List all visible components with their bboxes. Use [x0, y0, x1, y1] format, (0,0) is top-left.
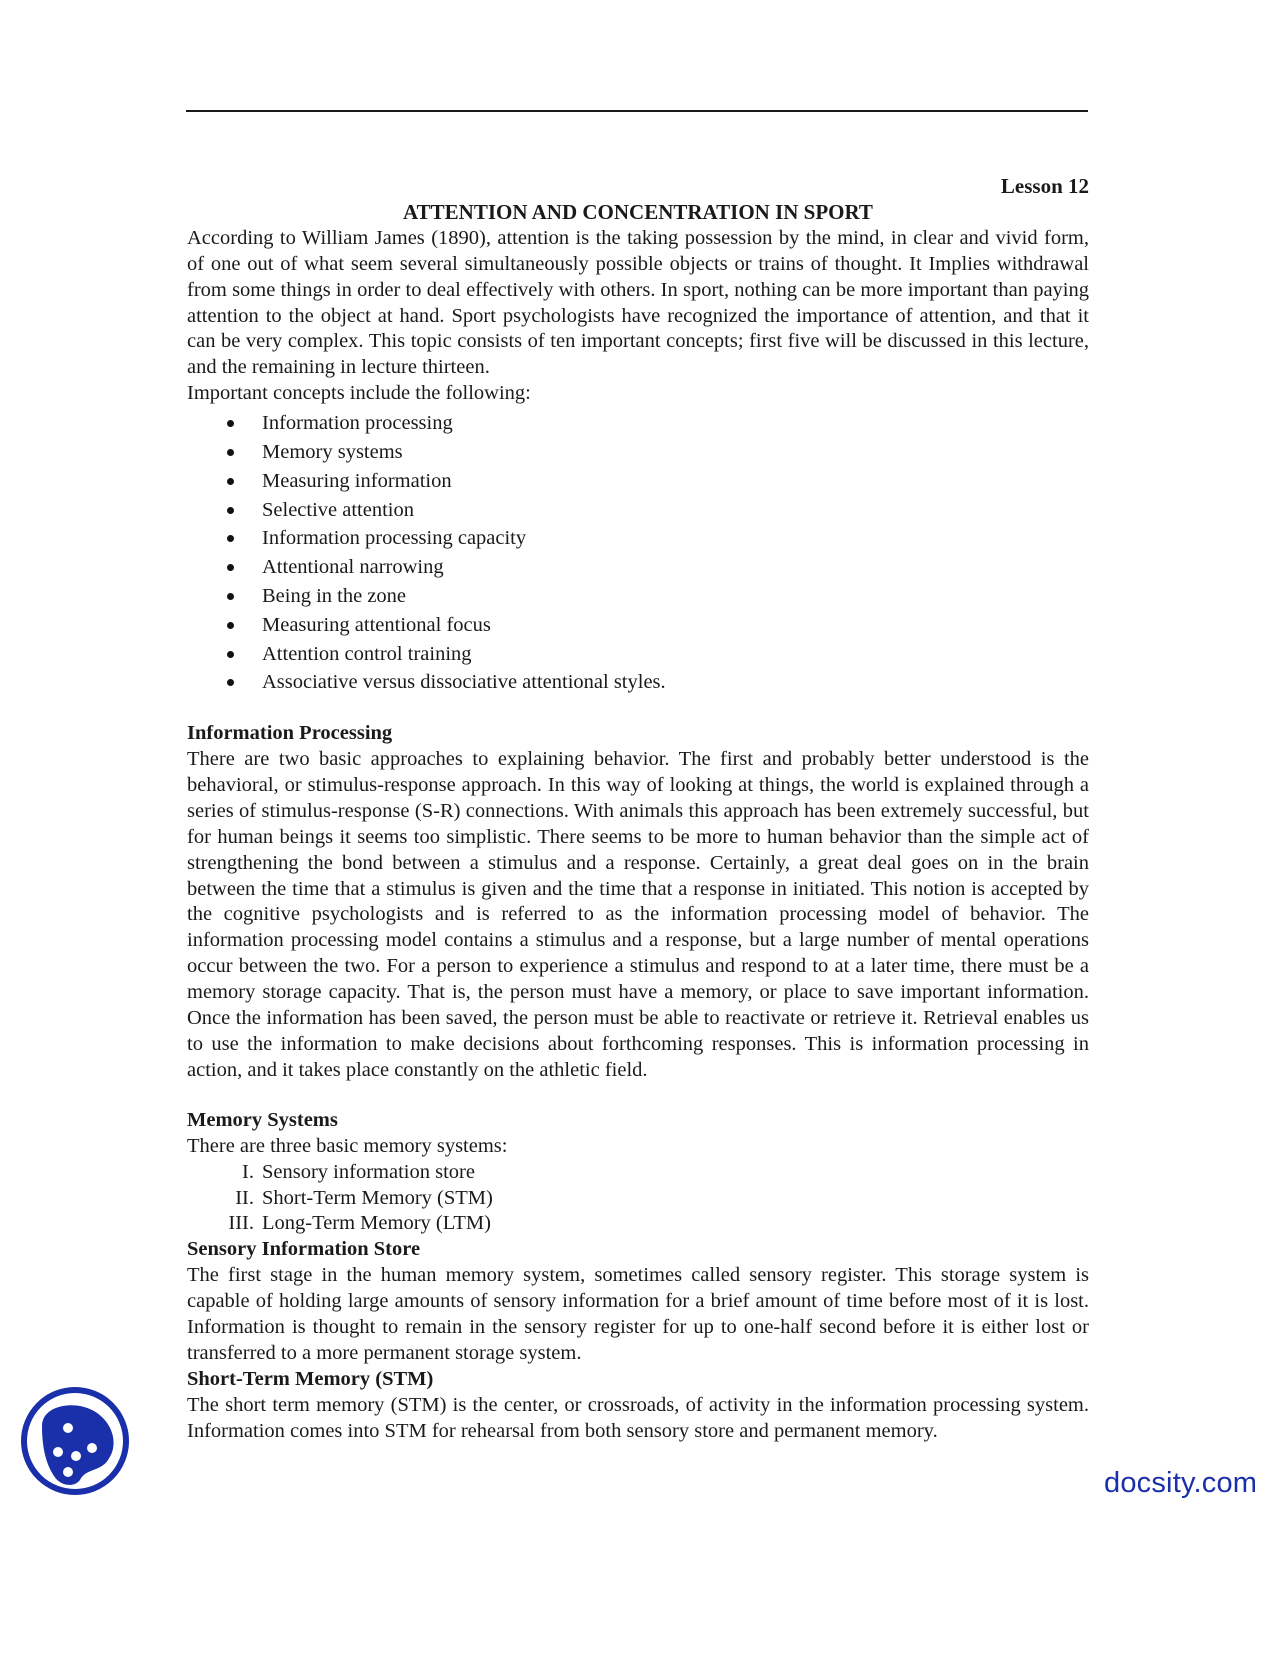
- list-item-number: II.: [235, 1186, 254, 1209]
- list-item: [187, 1186, 1089, 1212]
- concepts-list: [187, 409, 1089, 697]
- list-item: Selective attention: [187, 496, 1089, 525]
- section-spacer: [187, 1084, 1089, 1108]
- list-item: [187, 1160, 1089, 1186]
- list-item: Attention control training: [187, 640, 1089, 669]
- list-item: Associative versus dissociative attentional styles.: [187, 668, 1089, 697]
- list-item-number: I.: [242, 1160, 254, 1183]
- docsity-logo-icon[interactable]: [20, 1386, 130, 1496]
- memory-systems-list: [187, 1160, 1089, 1238]
- section-heading-memory-systems: Memory Systems: [187, 1108, 338, 1131]
- list-item: Attentional narrowing: [187, 553, 1089, 582]
- list-item-number: III.: [228, 1212, 254, 1235]
- list-item: Information processing capacity: [187, 524, 1089, 553]
- list-item: Measuring information: [187, 467, 1089, 496]
- list-item: Being in the zone: [187, 582, 1089, 611]
- list-item-label: Sensory information store: [262, 1160, 475, 1183]
- sensory-store-paragraph: The first stage in the human memory system, sometimes called sensory register. This storage system is capable of holding large amounts of sensory information for a brief amount of time before most of it is lost. Information is thought to remain in the sensory register for up to one-half second before it is either lost or transferred to a more permanent storage system.: [187, 1264, 1089, 1364]
- concepts-lead: Important concepts include the following:: [187, 382, 531, 405]
- page-title: ATTENTION AND CONCENTRATION IN SPORT: [403, 199, 873, 224]
- section-heading-information-processing: Information Processing: [187, 722, 393, 745]
- document-body: [187, 174, 1089, 1445]
- list-item-label: Short-Term Memory (STM): [262, 1186, 493, 1209]
- list-item: Information processing: [187, 409, 1089, 438]
- docsity-brand-link[interactable]: docsity.com: [1104, 1467, 1258, 1499]
- section-spacer: [187, 697, 1089, 721]
- list-item-label: Long-Term Memory (LTM): [262, 1212, 491, 1235]
- list-item: Memory systems: [187, 438, 1089, 467]
- list-item: Measuring attentional focus: [187, 611, 1089, 640]
- section-heading-stm: Short-Term Memory (STM): [187, 1367, 434, 1390]
- section-heading-sensory-store: Sensory Information Store: [187, 1238, 421, 1261]
- memory-systems-lead: There are three basic memory systems:: [187, 1134, 508, 1157]
- list-item: [187, 1211, 1089, 1237]
- intro-paragraph: According to William James (1890), attention is the taking possession by the mind, in clear and vivid form, of one out of what seem several simultaneously possible objects or trains of thought. It Implies withdrawal from some things in order to deal effectively with others. In sport, nothing can be more important than paying attention to the object at hand. Sport psychologists have recognized the importance of attention, and that it can be very complex. This topic consists of ten important concepts; first five will be discussed in this lecture, and the remaining in lecture thirteen.: [187, 226, 1089, 379]
- stm-paragraph: The short term memory (STM) is the center, or crossroads, of activity in the information processing system. Information comes into STM for rehearsal from both sensory store and permanent memory.: [187, 1393, 1089, 1442]
- top-rule: [186, 110, 1088, 112]
- lesson-number: Lesson 12: [1000, 174, 1089, 198]
- information-processing-paragraph: There are two basic approaches to explaining behavior. The first and probably better understood is the behavioral, or stimulus-response approach. In this way of looking at things, the world is explained through a series of stimulus-response (S-R) connections. With animals this approach has been extremely successful, but for human beings it seems too simplistic. There seems to be more to human behavior than the simple act of strengthening the bond between a stimulus and a response. Certainly, a great deal goes on in the brain between the time that a stimulus is given and the time that a response in initiated. This notion is accepted by the cognitive psychologists and is referred to as the information processing model of behavior. The information processing model contains a stimulus and a response, but a large number of mental operations occur between the two. For a person to experience a stimulus and respond to at a later time, there must be a memory storage capacity. That is, the person must have a memory, or place to save important information. Once the information has been saved, the person must be able to reactivate or retrieve it. Retrieval enables us to use the information to make decisions about forthcoming responses. This is information processing in action, and it takes place constantly on the athletic field.: [187, 748, 1089, 1081]
